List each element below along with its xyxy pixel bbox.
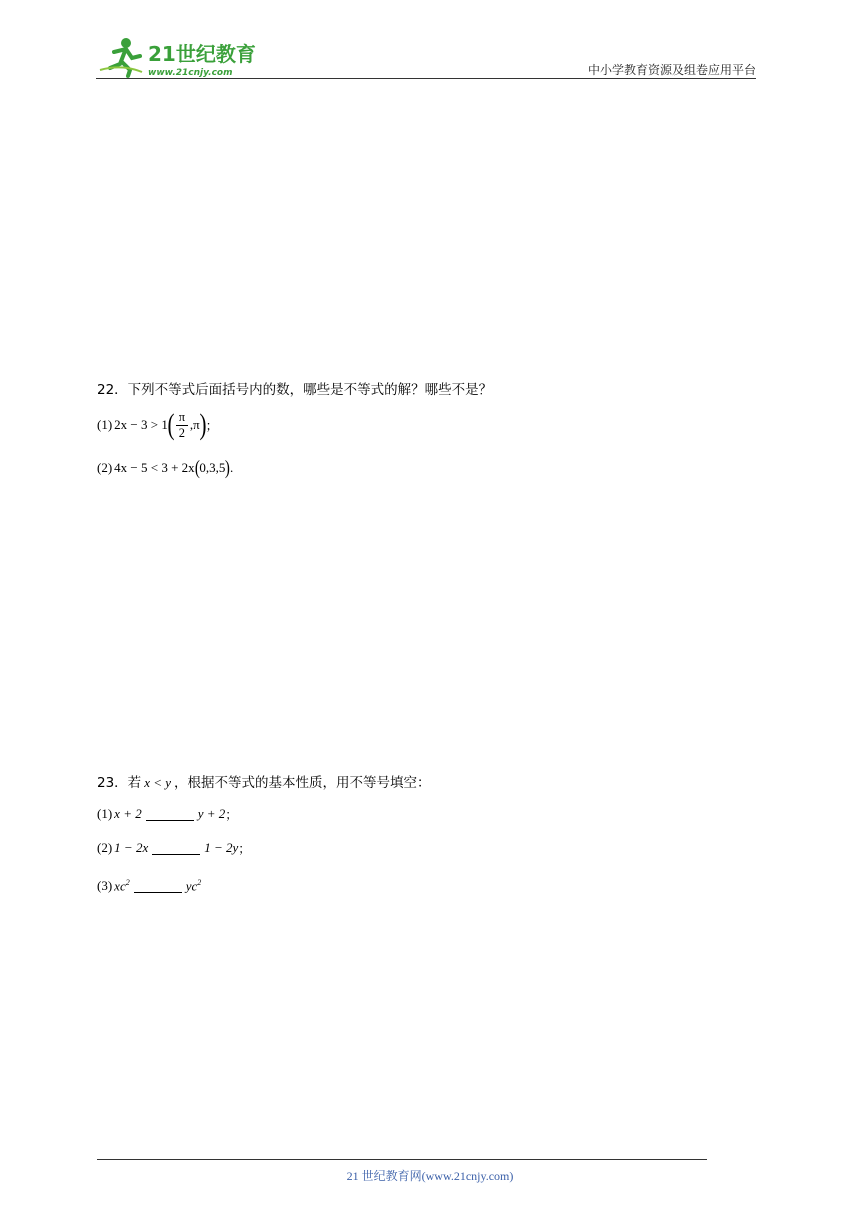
q23-part3-left-base: xc (114, 878, 126, 894)
q22-part1-end: ； (205, 418, 219, 433)
right-paren: ) (199, 408, 207, 441)
q22-part1-after: ,π (189, 417, 200, 432)
q22-part2 (97, 455, 233, 481)
fraction-denominator: 2 (178, 425, 185, 440)
q23-title-prefix: 23．若 (97, 775, 142, 791)
q23-part2-left: 1 − 2x (114, 840, 149, 855)
q22-part1-fraction (176, 410, 188, 440)
q22-part1-inequality: 2x − 3 > 1 (114, 417, 168, 432)
exponent: 2 (125, 878, 130, 887)
answer-blank[interactable] (134, 880, 182, 893)
q23-part1-number: (1) (97, 806, 113, 821)
q22-title: 22．下列不等式后面括号内的数，哪些是不等式的解？哪些不是？ (97, 382, 493, 398)
q23-part1-left: x + 2 (114, 806, 142, 821)
q23-part1 (97, 805, 238, 823)
logo-url-text: www.21cnjy.com (148, 68, 233, 78)
q23-title-suffix: ，根据不等式的基本性质，用不等号填空： (174, 775, 431, 791)
header-divider (96, 78, 756, 79)
q22-part1-number: (1) (97, 417, 113, 432)
q22-part2-number: (2) (97, 460, 113, 475)
q23-part3-number: (3) (97, 878, 113, 894)
q23-part2-right: 1 − 2y (204, 840, 239, 855)
left-paren: ( (194, 457, 200, 479)
q23-part3-left (114, 878, 130, 894)
exponent: 2 (197, 878, 202, 887)
q22-part1 (97, 405, 218, 445)
q23-part3 (97, 878, 201, 894)
q23-part2 (97, 839, 251, 857)
q22-part2-end: . (230, 460, 234, 475)
site-logo (92, 34, 262, 80)
q22-part2-inequality: 4x − 5 < 3 + 2x (114, 460, 195, 475)
logo-main-text: 21世纪教育 (148, 42, 256, 66)
q23-part1-end: ； (225, 807, 238, 822)
fraction-numerator: π (178, 410, 185, 425)
header-tagline: 中小学教育资源及组卷应用平台 (587, 63, 756, 77)
footer-link[interactable]: 21 世纪教育网(www.21cnjy.com) (346, 1169, 514, 1183)
q23-title (97, 771, 431, 791)
q23-part2-number: (2) (97, 840, 113, 855)
right-paren: ) (225, 457, 231, 479)
runner-logo-icon (92, 34, 262, 80)
answer-blank[interactable] (152, 842, 200, 855)
q23-part2-end: ； (238, 841, 251, 856)
q23-part3-right (186, 878, 202, 894)
q23-part3-right-base: yc (185, 878, 198, 894)
q23-part1-right: y + 2 (197, 806, 226, 821)
answer-blank[interactable] (146, 808, 194, 821)
left-paren: ( (167, 408, 175, 441)
q22-part2-set: 0,3,5 (199, 460, 226, 475)
footer-divider (97, 1159, 707, 1160)
q23-condition: x < y (144, 775, 171, 790)
